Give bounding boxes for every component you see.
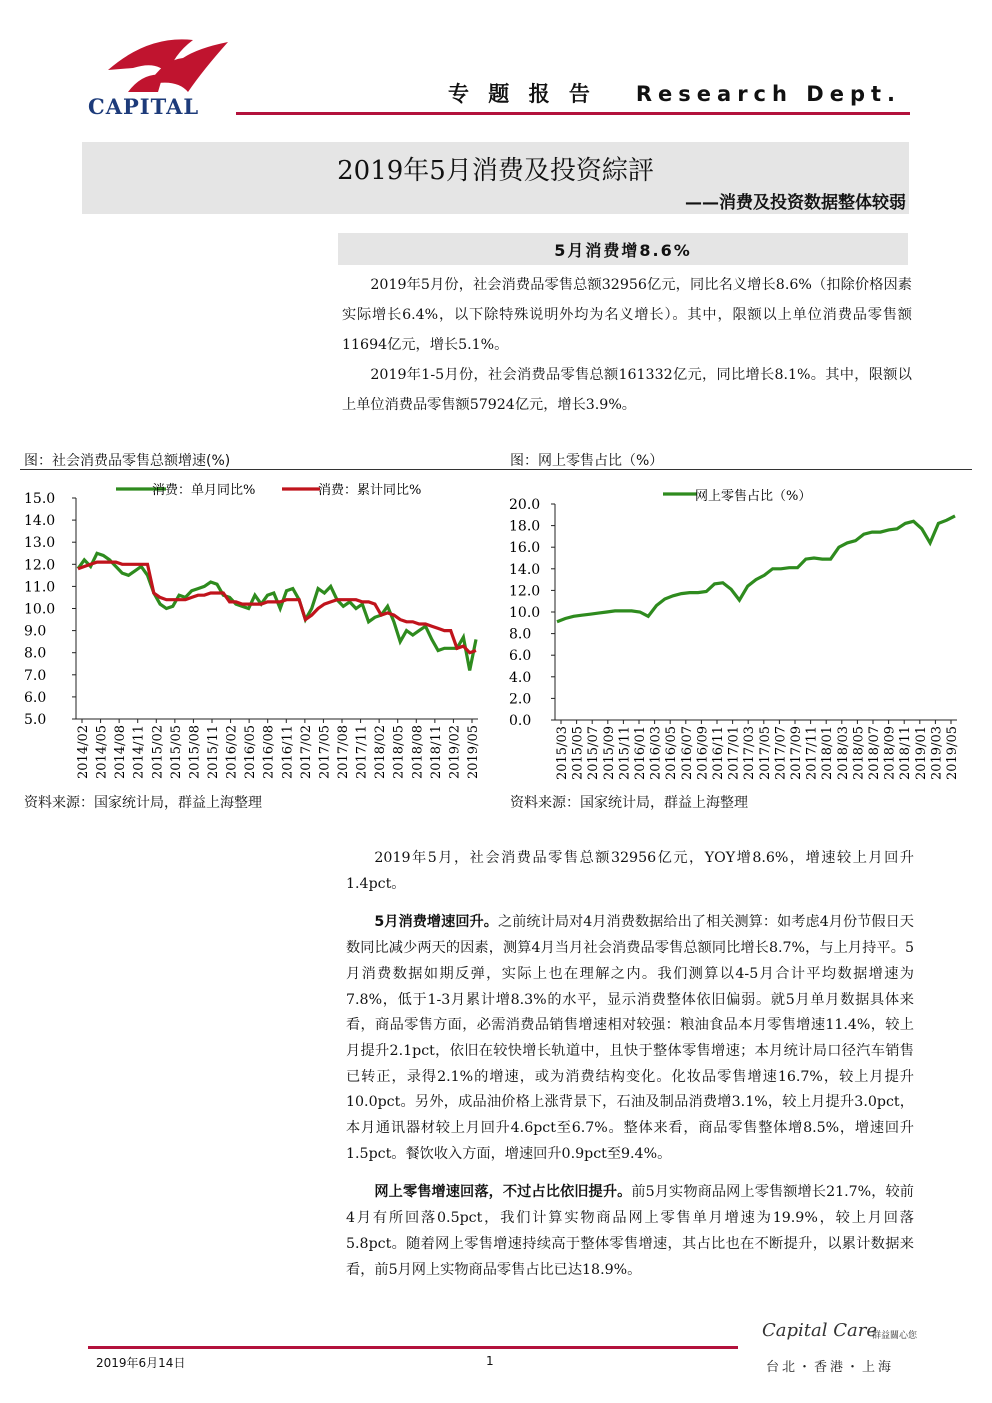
left-figure-source: 资料来源：国家统计局，群益上海整理	[24, 795, 262, 811]
x-tick-label: 2014/11	[131, 725, 147, 780]
online-retail-share-chart	[505, 472, 965, 790]
x-tick-label: 2016/11	[280, 725, 296, 780]
x-tick-label: 2017/07	[773, 726, 789, 781]
paragraph: 2019年5月份，社会消费品零售总额32956亿元，同比名义增长8.6%（扣除价格因素实际增长6.4%，以下除特殊说明外均为名义增长）。其中，限额以上单位消费品零售额11694亿元，增长5.1%。	[342, 277, 912, 353]
legend-label-cumulative: 消费：累计同比%	[318, 483, 422, 498]
y-tick-label: 10.0	[509, 605, 541, 621]
x-tick-label: 2017/11	[804, 726, 820, 781]
y-tick-label: 6.0	[509, 648, 532, 665]
y-tick-label: 12.0	[509, 583, 541, 600]
paragraph: 2019年5月，社会消费品零售总额32956亿元，YOY增8.6%，增速较上月回升1.4pct。	[346, 850, 914, 892]
figure-rule	[20, 469, 972, 470]
x-tick-label: 2015/07	[586, 726, 602, 781]
y-tick-label: 16.0	[509, 540, 541, 557]
x-tick-label: 2014/02	[76, 725, 91, 780]
x-tick-label: 2017/08	[336, 725, 351, 780]
x-tick-label: 2019/02	[447, 725, 463, 780]
x-tick-label: 2014/05	[94, 725, 110, 780]
y-tick-label: 8.0	[509, 626, 532, 643]
x-tick-label: 2019/05	[466, 725, 481, 780]
x-tick-label: 2017/02	[298, 725, 314, 780]
x-tick-label: 2018/03	[835, 726, 851, 781]
y-tick-label: 0.0	[509, 713, 532, 729]
series-line-cumulative	[78, 562, 476, 653]
x-tick-label: 2015/02	[150, 725, 166, 780]
x-tick-label: 2016/02	[224, 725, 240, 780]
x-tick-label: 2016/11	[711, 726, 726, 781]
paragraph: 5月消费增速回升。之前统计局对4月消费数据给出了相关测算：如考虑4月份节假日天数同比减少两天的因素，测算4月当月社会消费品零售总额同比增长8.7%，与上月持平。5月消费数据如期反弹，实际上也在理解之内。我们测算以4-5月合计平均数据增速为7.8%，低于1-3月累计增8.3%的水平，显示消费整体依旧偏弱。就5月单月数据具体来看，商品零售方面，必需消费品销售增速相对较强：粮油食品本月零售增速11.4%，较上月提升2.1pct，依旧在较快增长轨道中，且快于整体零售增速；本月统计局口径汽车销售已转正，录得2.1%的增速，或为消费结构变化。化妆品零售增速16.7%，较上月提升10.0pct。另外，成品油价格上涨背景下，石油及制品消费增3.1%，较上月提升3.0pct，本月通讯器材较上月回升4.6pct至6.7%。整体来看，商品零售整体增8.5%，增速回升1.5pct。餐饮收入方面，增速回升0.9pct至9.4%。	[346, 914, 914, 1162]
y-tick-label: 20.0	[509, 497, 541, 513]
x-tick-label: 2015/03	[555, 726, 570, 781]
page-title: 2019年5月消费及投资綜評	[337, 156, 654, 186]
header-rule	[236, 112, 910, 115]
legend	[663, 488, 811, 504]
y-tick-label: 10.0	[24, 601, 56, 618]
series-line-online-share	[557, 516, 955, 622]
x-tick-label: 2016/08	[261, 725, 277, 780]
retail-growth-chart	[20, 472, 490, 790]
x-tick-label: 2016/05	[664, 726, 680, 781]
x-tick-label: 2018/09	[882, 726, 898, 781]
y-tick-label: 5.0	[24, 712, 47, 728]
footer-brand-slogan: 群益關心您	[872, 1331, 918, 1341]
x-tick-label: 2016/01	[633, 726, 648, 781]
x-tick-label: 2017/05	[317, 725, 333, 780]
x-tick-label: 2018/02	[373, 725, 389, 780]
x-tick-label: 2018/11	[428, 725, 444, 780]
y-tick-label: 2.0	[509, 691, 532, 708]
x-tick-label: 2017/01	[726, 726, 742, 781]
paragraph: 网上零售增速回落，不过占比依旧提升。前5月实物商品网上零售额增长21.7%，较前4月有所回落0.5pct，我们计算实物商品网上零售单月增速为19.9%，较上月回落5.8pct。随着网上零售增速持续高于整体零售增速，其占比也在不断提升，以累计数据来看，前5月网上实物商品零售占比已达18.9%。	[346, 1184, 914, 1278]
legend-label-monthly: 消费：单月同比%	[152, 483, 256, 498]
x-tick-label: 2019/05	[945, 726, 960, 781]
paragraph-lead: 网上零售增速回落，不过占比依旧提升。	[374, 1184, 632, 1201]
y-tick-label: 11.0	[24, 579, 56, 596]
y-tick-label: 4.0	[509, 669, 532, 686]
x-tick-label: 2017/03	[742, 726, 758, 781]
footer-cities: 台北・香港・上海	[766, 1360, 895, 1375]
y-tick-label: 12.0	[24, 557, 56, 574]
y-tick-label: 14.0	[509, 561, 541, 578]
y-tick-label: 9.0	[24, 623, 47, 640]
legend-label-online-share: 网上零售占比（%）	[695, 489, 812, 504]
y-tick-label: 6.0	[24, 689, 47, 706]
section-title: 5月消费增8.6%	[554, 241, 692, 260]
page-number: 1	[486, 1354, 494, 1368]
x-tick-label: 2017/11	[354, 725, 370, 780]
x-tick-label: 2014/08	[113, 725, 129, 780]
x-tick-label: 2016/09	[695, 726, 711, 781]
research-dept: Research Dept.	[635, 82, 901, 106]
x-tick-label: 2015/05	[168, 725, 184, 780]
report-header	[448, 78, 901, 108]
x-tick-label: 2018/07	[867, 726, 882, 781]
paragraph: 2019年1-5月份，社会消费品零售总额161332亿元，同比增长8.1%。其中，限额以上单位消费品零售额57924亿元，增长3.9%。	[342, 367, 912, 413]
y-tick-label: 18.0	[509, 518, 541, 535]
x-tick-label: 2016/07	[679, 726, 695, 781]
paragraph-lead: 5月消费增速回升。	[374, 914, 498, 931]
x-tick-label: 2018/01	[820, 726, 836, 781]
footer-date: 2019年6月14日	[96, 1356, 186, 1370]
brand-name: CAPITAL	[88, 94, 200, 119]
y-tick-label: 7.0	[24, 667, 47, 684]
left-figure-title: 图：社会消费品零售总额增速(%)	[24, 453, 231, 469]
x-tick-label: 2017/05	[757, 726, 773, 781]
right-figure-title: 图：网上零售占比（%）	[510, 453, 664, 469]
x-tick-label: 2018/05	[851, 726, 867, 781]
body-text	[346, 846, 914, 1283]
x-tick-label: 2018/08	[410, 725, 426, 780]
x-tick-label: 2015/11	[206, 725, 221, 780]
x-tick-label: 2018/05	[391, 725, 407, 780]
x-tick-label: 2019/03	[929, 726, 945, 781]
y-tick-label: 8.0	[24, 645, 47, 662]
right-figure-source: 资料来源：国家统计局，群益上海整理	[510, 795, 748, 811]
series-line-monthly	[78, 553, 476, 670]
x-tick-label: 2018/11	[898, 726, 914, 781]
footer-rule	[88, 1346, 738, 1349]
footer-brand-logo: Capital Care	[762, 1320, 877, 1341]
y-tick-label: 14.0	[24, 513, 56, 530]
section-text	[342, 270, 912, 420]
x-tick-label: 2015/05	[570, 726, 586, 781]
x-tick-label: 2015/11	[617, 726, 633, 781]
x-tick-label: 2015/08	[187, 725, 203, 780]
page-subtitle: ——消费及投资数据整体较弱	[685, 193, 906, 213]
x-tick-label: 2019/01	[913, 726, 929, 781]
y-tick-label: 13.0	[24, 535, 56, 552]
legend	[116, 482, 421, 498]
report-type: 专 题 报 告	[448, 82, 596, 106]
y-tick-label: 15.0	[24, 491, 56, 507]
x-tick-label: 2016/03	[648, 726, 664, 781]
x-tick-label: 2016/05	[243, 725, 259, 780]
x-tick-label: 2015/09	[601, 726, 617, 781]
x-tick-label: 2017/09	[789, 726, 804, 781]
